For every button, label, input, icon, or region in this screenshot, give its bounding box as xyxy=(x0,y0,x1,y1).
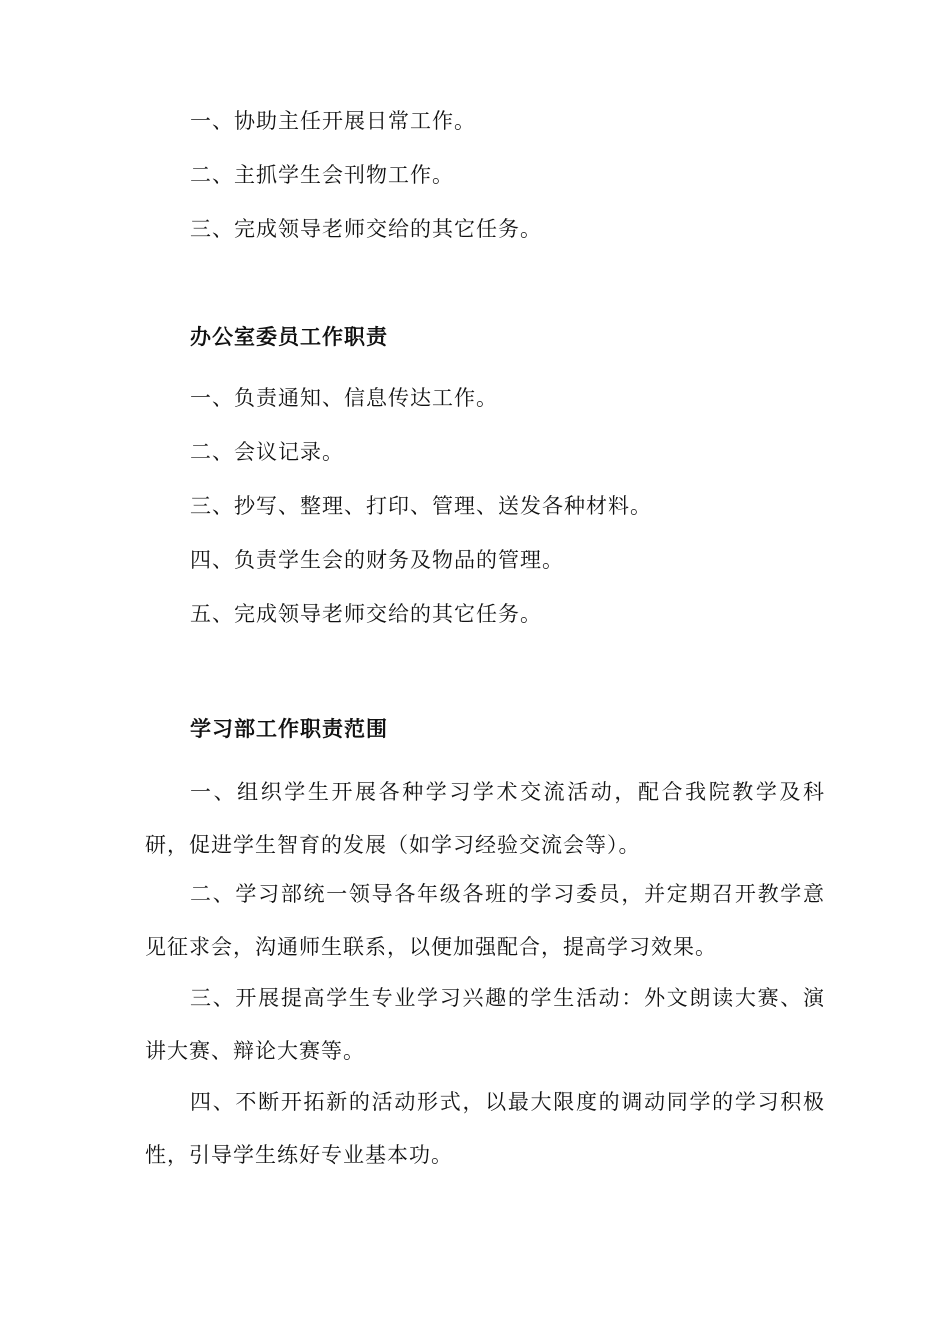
list-item: 三、完成领导老师交给的其它任务。 xyxy=(190,217,542,241)
list-item: 一、协助主任开展日常工作。 xyxy=(190,109,476,133)
paragraph: 二、学习部统一领导各年级各班的学习委员，并定期召开教学意见征求会，沟通师生联系，以便加强配合，提高学习效果。 xyxy=(145,882,825,959)
section-heading-study: 学习部工作职责范围 xyxy=(190,716,388,741)
list-item: 四、负责学生会的财务及物品的管理。 xyxy=(190,548,564,572)
list-item: 二、主抓学生会刊物工作。 xyxy=(190,163,454,187)
list-item: 二、会议记录。 xyxy=(190,440,344,464)
list-item: 五、完成领导老师交给的其它任务。 xyxy=(190,602,542,626)
list-item: 三、抄写、整理、打印、管理、送发各种材料。 xyxy=(190,494,652,518)
paragraph: 四、不断开拓新的活动形式，以最大限度的调动同学的学习积极性，引导学生练好专业基本功。 xyxy=(145,1090,825,1167)
paragraph: 三、开展提高学生专业学习兴趣的学生活动：外文朗读大赛、演讲大赛、辩论大赛等。 xyxy=(145,986,825,1063)
list-item: 一、负责通知、信息传达工作。 xyxy=(190,386,498,410)
section-heading-office: 办公室委员工作职责 xyxy=(190,324,388,349)
paragraph: 一、组织学生开展各种学习学术交流活动，配合我院教学及科研，促进学生智育的发展（如学习经验交流会等）。 xyxy=(145,780,825,857)
